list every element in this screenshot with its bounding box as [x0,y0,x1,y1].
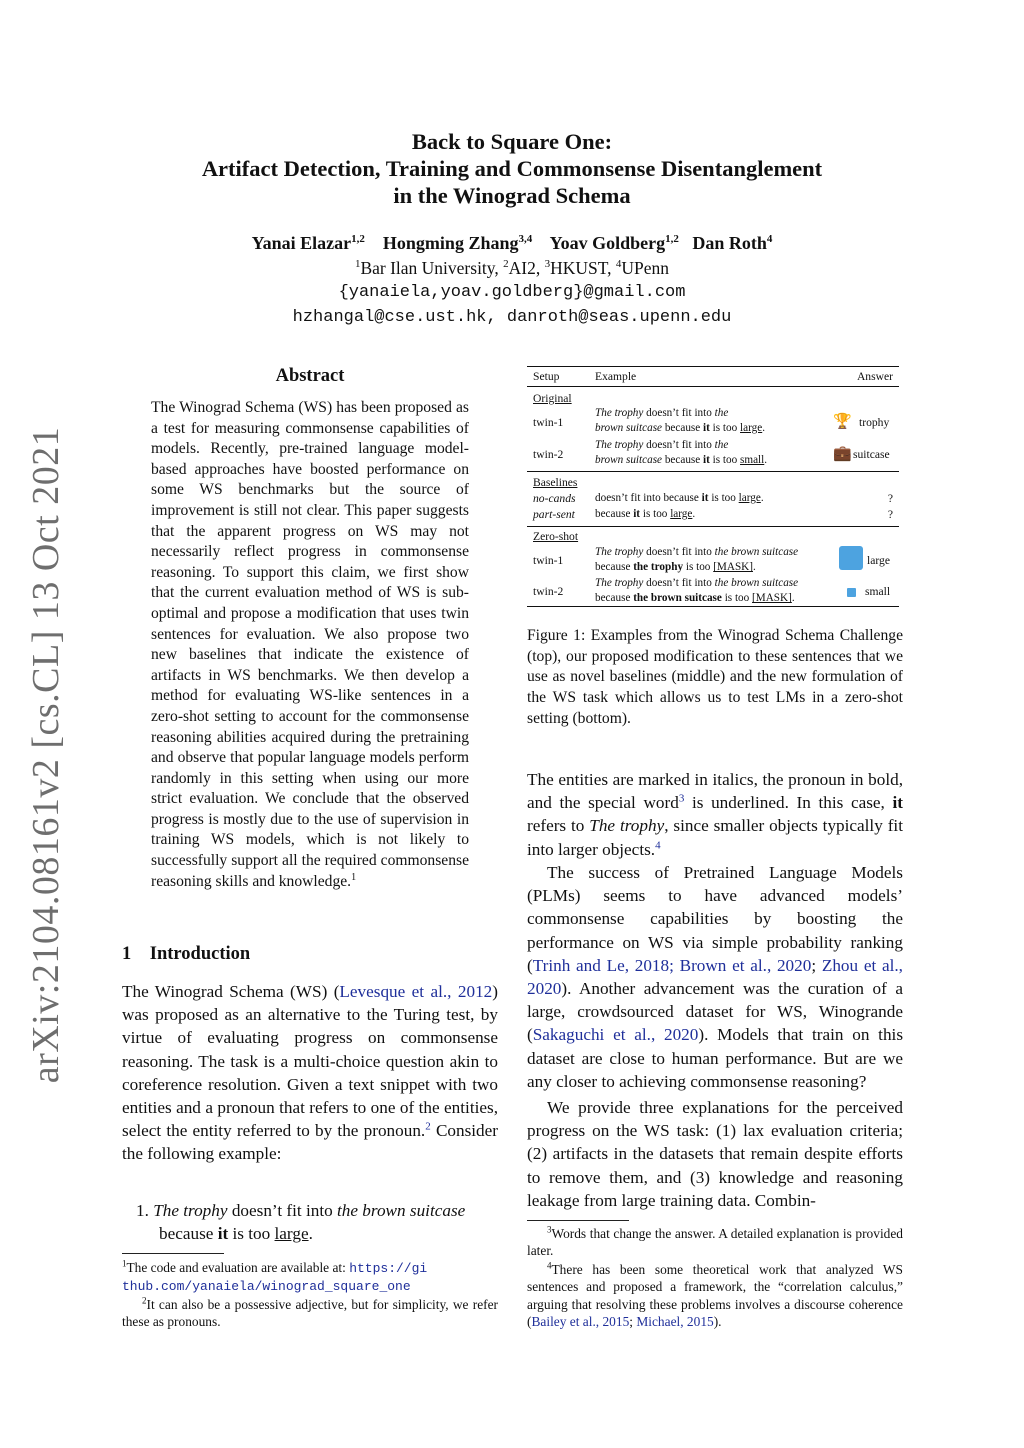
section-title: Introduction [149,944,251,964]
answer-value: ? [887,492,893,505]
affil-name: UPenn [621,258,670,278]
answer-value: trophy [859,416,890,429]
author-name: Dan Roth [692,233,767,253]
affiliations [120,258,904,279]
text-run: is too [708,492,739,504]
footnote-4 [527,1261,903,1331]
citation-link[interactable]: Levesque et al., 2012 [339,982,493,1001]
text-run: doesn’t fit into [643,577,715,589]
text-run: doesn’t fit into because [595,492,702,504]
pronoun: it [703,422,710,434]
text-run: doesn’t fit into [643,439,715,451]
text-run: . [760,492,764,504]
entity-2: the [714,439,729,451]
entity-2: the [714,407,729,419]
example-sentence [595,545,798,575]
text-run: doesn’t fit into [227,1201,338,1220]
text-run: Words that change the answer. A detailed explanation is provided later. [527,1226,903,1259]
setup-label: no-cands [533,492,576,505]
text-run: is too [721,592,753,604]
text-run: Consider the following example: [122,1121,499,1164]
title-line-1: Back to Square One: [411,129,613,154]
entity-2: the brown suitcase [714,577,799,589]
pronoun: it [701,492,709,504]
setup-label: twin-1 [533,554,564,567]
text-run: ) was proposed as an alternative to the Turing test, by virtue of evaluating progress on commonsense reasoning. The task is a multi-choice question akin to coreference resolution. Given a text snippet with two entities and a pronoun that refers to one of the entities, select the entity referred to by the pronoun. [122,982,498,1141]
citation-link[interactable]: Trinh and Le, 2018 [532,955,670,975]
text-run: . [791,592,795,604]
example-sentence [595,438,767,468]
answer-value: ? [887,508,893,521]
email-line-1: {yanaiela,yoav.goldberg}@gmail.com [338,283,686,302]
mask-token: [MASK] [713,561,753,573]
text-run: doesn’t fit into [643,546,715,558]
text-run: ; [629,1314,637,1330]
citation-link[interactable]: Sakaguchi et al., 2020 [532,1025,699,1045]
special-word: large [738,492,761,504]
entity-2: brown suitcase [595,422,663,434]
text-run: ). [713,1314,722,1330]
text-run: . [752,561,756,573]
arxiv-stamp-text: arXiv:2104.08161v2 [cs.CL] 13 Oct 2021 [25,426,67,1084]
group-label-original: Original [533,392,572,405]
citation-link[interactable]: Michael, 2015 [636,1314,714,1330]
table-group-rule [527,526,899,527]
header-example: Example [595,370,637,383]
title-line-3: in the Winograd Schema [393,183,631,208]
footnote-mark: 1 [351,871,357,883]
text-run: There has been some theoretical work that analyzed WS sentences and proposed a framework, the “correlation calculus,” arguing that resolving these problems involves a discourse coherence ( [527,1262,903,1330]
table-bottom-rule [527,606,899,607]
setup-label: part-sent [533,508,575,521]
entity-1: The trophy [595,546,644,558]
text-run: is too [709,454,741,466]
text-run: . [762,422,765,434]
author-affil-mark: 1,2 [665,233,679,245]
right-paragraph-1 [527,768,903,861]
section-heading-introduction [122,944,250,965]
setup-label: twin-2 [533,448,564,461]
text-run: ; [811,955,822,975]
group-label-zero-shot: Zero-shot [533,530,579,543]
text-run: because [662,422,704,434]
paper-title [120,128,904,209]
citation-link[interactable]: Brown et al., 2020 [679,955,812,975]
text-run: . [692,508,696,520]
text-run: . [308,1224,313,1244]
group-label-baselines: Baselines [533,476,578,489]
section-number: 1 [122,944,132,964]
setup-label: twin-1 [533,416,564,429]
figure-1-caption: Figure 1: Examples from the Winograd Schema Challenge (top), our proposed modification to these sentences that we use as novel baselines (middle) and the new formulation of the WS task which allows us to test LMs in a zero-shot setting (bottom). [527,627,903,727]
table-top-rule [527,366,899,367]
example-item [136,1199,498,1245]
pronoun: it [217,1224,229,1244]
answer-value: small [865,585,891,598]
affil-mark: 2 [503,258,509,271]
header-answer: Answer [856,370,893,383]
email-line-2: hzhangal@cse.ust.hk, danroth@seas.upenn.edu [292,308,732,327]
text-run: because [595,592,634,604]
text-run: . [764,454,768,466]
title-line-2: Artifact Detection, Training and Commonsense Disentanglement [201,156,823,181]
affil-name: AI2, [508,258,545,278]
text-run: doesn’t fit into [643,407,715,419]
affil-mark: 1 [354,258,361,271]
mask-token: [MASK] [752,592,792,604]
right-paragraph-3: We provide three explanations for the perceived progress on the WS task: (1) lax evaluation criteria; (2) artifacts in the datasets that remain despite efforts to remove them, and (3) knowledge and reasoning leakage from large training data. Combin- [527,1098,903,1210]
footnote-1 [122,1259,498,1296]
example-sentence [595,576,798,606]
footnote-mark: 2 [142,1295,147,1306]
header-setup: Setup [533,370,560,383]
affil-name: Bar Ilan University, [360,258,504,278]
setup-label: twin-2 [533,585,564,598]
footnote-mark: 1 [122,1258,127,1269]
entity: The trophy [589,816,665,836]
special-word: large [740,422,763,434]
author-affil-mark: 1,2 [351,233,365,245]
intro-paragraph-1 [122,980,498,1166]
large-square-icon [839,546,863,570]
example-sentence [595,508,695,520]
text-run: The success of Pretrained Language Models (PLMs) seems to have advanced models’ commonsense capabilities by boosting the performance on WS via simple probability ranking ( [527,863,903,975]
footnote-rule [527,1220,629,1221]
footnote-2 [122,1296,498,1331]
entity-1: The trophy [595,407,644,419]
suitcase-icon: 💼 [833,446,852,462]
small-square-icon [847,588,856,597]
footnote-rule [122,1253,224,1254]
answer-value: large [867,554,890,567]
example-sentence [595,492,764,504]
special-word: small [740,454,765,466]
author-affil-mark: 4 [766,233,773,245]
text-run: because [595,508,634,520]
trophy-icon: 🏆 [833,414,852,430]
replaced-entity: the brown suitcase [633,592,722,604]
text-run: The code and evaluation are available at: [126,1260,350,1275]
special-word: large [274,1224,309,1244]
footnote-link[interactable]: 4 [655,838,661,851]
entity-2: brown suitcase [595,454,663,466]
code-url-link[interactable]: thub.com/yanaiela/winograd_square_one [122,1279,411,1295]
text-run: ; [669,955,680,975]
example-sentence [595,406,765,436]
affil-name: HKUST, [550,258,616,278]
text-run: refers to [527,816,590,836]
right-paragraph-2 [527,861,903,1093]
special-word: large [670,508,693,520]
abstract-text: The Winograd Schema (WS) has been proposed as a test for measuring commonsense capabilities of models. Recently, pre-trained language model-based approaches have boosted performance on some WS benchmarks but the source of improvement is still not clear. This paper suggests that the apparent progress on WS may not necessarily reflect progress in commonsense reasoning. To support this claim, we first show that the current evaluation method of WS is sub-optimal and propose a modification that uses twin sentences for evaluation. We also propose two new baselines that indicate the existence of artifacts in WS benchmarks. We then develop a method for evaluating WS-like sentences in a zero-shot setting to account for the commonsense reasoning abilities acquired during the pretraining and observe that popular language models perform randomly in this setting when using our more strict evaluation. We conclude that the observed progress is mostly due to the use of supervision in training WS models, which is not likely to successfully support all the required commonsense reasoning skills and knowledge. [151,399,469,890]
text-run: ). Models that train on this dataset are close to human performance. But are we any closer to achieving commonsense reasoning? [527,1025,904,1091]
affil-mark: 4 [615,258,622,271]
text-run: is too [683,561,714,573]
code-url-link[interactable]: https://gi [349,1261,428,1276]
entity-1: The trophy [595,577,644,589]
footnote-mark: 3 [547,1224,552,1235]
footnote-mark: 4 [547,1260,552,1271]
pronoun: it [892,793,903,813]
author-name: Yanai Elazar [251,233,352,253]
text-run: because [159,1224,218,1244]
abstract-body [151,398,469,892]
abstract-heading: Abstract [275,366,345,386]
text-run: The entities are marked in italics, the pronoun in bold, and the special word [527,770,903,813]
answer-value: suitcase [853,448,890,461]
text-run: is too [228,1224,275,1244]
text-run: because [662,454,704,466]
author-list [120,233,904,254]
entity-1: The trophy [595,439,644,451]
affil-mark: 3 [544,258,551,271]
entity-2: the brown suitcase [714,546,799,558]
list-number: 1. [136,1201,149,1220]
entity-2: the brown suitcase [337,1201,466,1220]
author-name: Hongming Zhang [382,233,519,253]
citation-link[interactable]: Zhou et al., 2020 [527,955,903,999]
citation-link[interactable]: Bailey et al., 2015 [531,1314,630,1330]
text-run: ). Another advancement was the curation of a large, crowdsourced dataset for WS, Winogrande ( [527,979,903,1045]
text-run: is underlined. In this case, [684,793,893,813]
text-run: The Winograd Schema (WS) ( [122,982,340,1001]
author-name: Yoav Goldberg [549,233,666,253]
footnote-link[interactable]: 2 [425,1120,431,1133]
replaced-entity: the trophy [633,561,684,573]
author-affil-mark: 3,4 [518,233,533,245]
text-run: , since smaller objects typically fit into larger objects. [527,816,903,859]
pronoun: it [703,454,710,466]
entity-1: The trophy [153,1201,228,1220]
table-header-rule [527,386,899,387]
text-run: It can also be a possessive adjective, but for simplicity, we refer these as pronouns. [122,1297,498,1330]
footnote-link[interactable]: 3 [678,792,685,805]
text-run: is too [709,422,741,434]
text-run: is too [640,508,671,520]
table-group-rule [527,471,899,472]
pronoun: it [633,508,641,520]
footnote-3 [527,1225,903,1260]
text-run: because [595,561,634,573]
